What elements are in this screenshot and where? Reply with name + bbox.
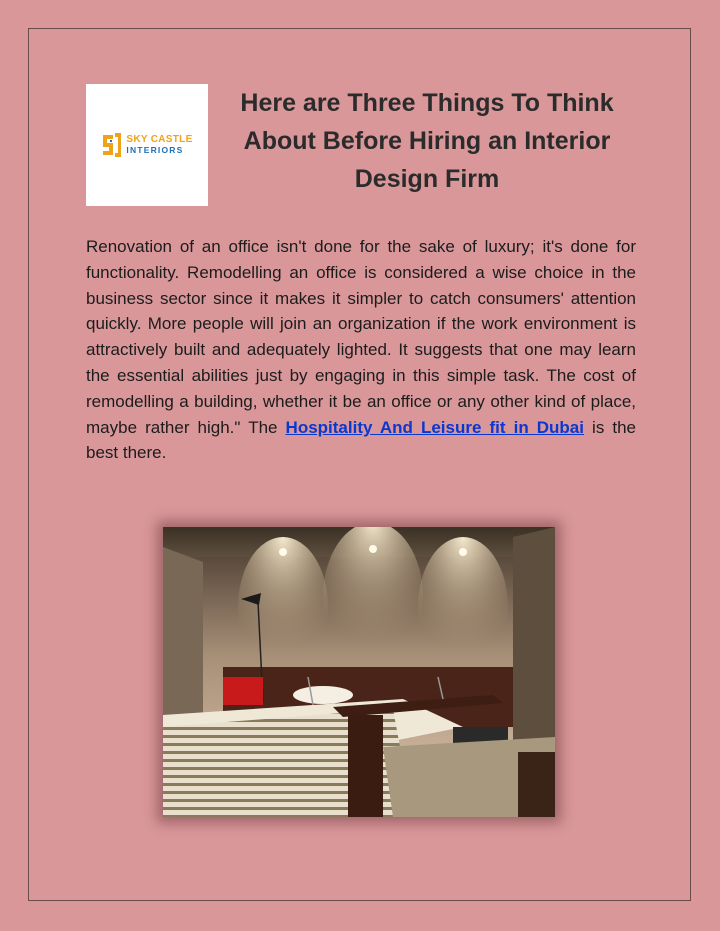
hotel-room-photo xyxy=(163,527,555,817)
logo-text-bottom: INTERIORS xyxy=(126,145,184,156)
bedroom-illustration xyxy=(163,527,555,817)
logo-text-top: SKY CASTLE xyxy=(126,134,193,146)
paragraph-text-end: is the best there. xyxy=(86,417,637,463)
sky-castle-logo-icon xyxy=(101,131,123,159)
paragraph-text: Renovation of an office isn't done for the sake of luxury; it's done for functionality. Remodelling an office is considered a wise choice in the business sector since it makes it simpler to catch consumers' attention quickly. More people will join an organization if the work environment is attractively built and adequately lighted. It suggests that one may learn the essential abilities just by engaging in this simple task. The cost of remodelling a building, whether it be an office or any other kind of place, maybe rather high." The xyxy=(86,237,636,437)
document-title: Here are Three Things To Think About Before Hiring an Interior Design Firm xyxy=(240,89,614,193)
company-logo xyxy=(86,84,208,206)
body-paragraph xyxy=(86,234,636,466)
hospitality-link[interactable]: Hospitality And Leisure fit in Dubai xyxy=(285,417,584,437)
